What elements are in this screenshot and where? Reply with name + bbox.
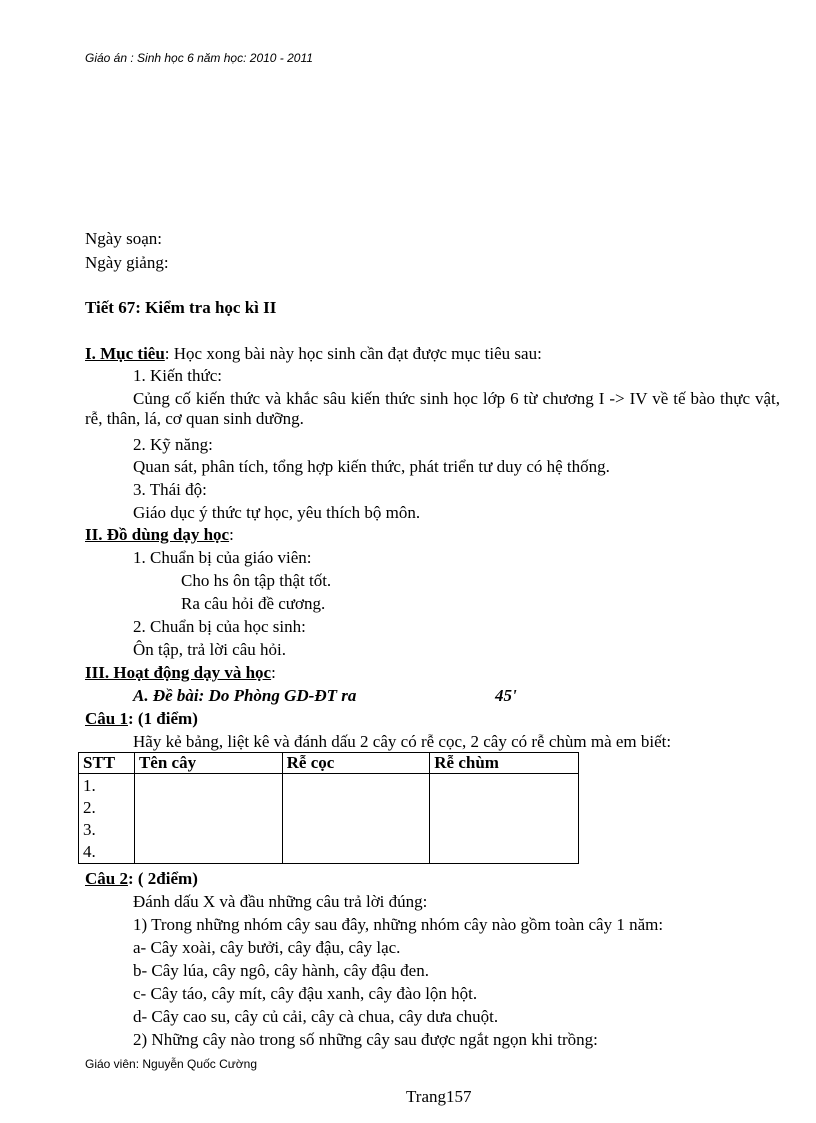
col-stt: STT — [79, 753, 135, 774]
re-chum-cell — [430, 774, 579, 864]
question-1-option-b: b- Cây lúa, cây ngô, cây hành, cây đậu đen. — [133, 961, 429, 980]
row-number: 4. — [83, 842, 96, 861]
question-1-option-c: c- Cây táo, cây mít, cây đậu xanh, cây đào lộn hột. — [133, 984, 478, 1003]
row-number: 3. — [83, 820, 96, 839]
de-bai: A. Đề bài: Do Phòng GD-ĐT ra — [133, 686, 357, 705]
row-number: 1. — [83, 776, 96, 795]
cau-1-rest: : (1 điểm) — [127, 709, 198, 728]
cau-2-heading — [85, 869, 198, 889]
cau-2-label: Câu 2 — [85, 869, 128, 888]
cau-2-rest: : ( 2điểm) — [127, 869, 198, 888]
section-3-label: III. Hoạt động dạy và học — [85, 663, 272, 682]
row-numbers — [79, 774, 135, 864]
kien-thuc-text: Củng cố kiến thức và khắc sâu kiến thức sinh học lớp 6 từ chương I -> IV về tế bào thực vật, rễ, thân, lá, cơ quan sinh dưỡng. — [85, 389, 780, 428]
cau-1-text: Hãy kẻ bảng, liệt kê và đánh dấu 2 cây có rễ cọc, 2 cây có rễ chùm mà em biết: — [133, 732, 672, 751]
cb-gv-item-2: Ra câu hỏi đề cương. — [181, 594, 326, 613]
question-1: 1) Trong những nhóm cây sau đây, những nhóm cây nào gồm toàn cây 1 năm: — [133, 915, 664, 934]
ngay-soan: Ngày soạn: — [85, 229, 162, 248]
cau-2-text: Đánh dấu X và đầu những câu trả lời đúng: — [133, 892, 428, 911]
question-1-option-a: a- Cây xoài, cây bưởi, cây đậu, cây lạc. — [133, 938, 401, 957]
lesson-title: Tiết 67: Kiểm tra học kì II — [85, 298, 277, 317]
table-header-row — [79, 753, 579, 774]
section-1-label: I. Mục tiêu — [85, 344, 165, 363]
re-coc-cell — [282, 774, 430, 864]
cb-gv-heading: 1. Chuẩn bị của giáo viên: — [133, 548, 312, 567]
section-1-heading — [85, 344, 542, 364]
table-body-row — [79, 774, 579, 864]
exam-time: 45' — [495, 686, 517, 705]
ngay-giang: Ngày giảng: — [85, 253, 169, 272]
cb-hs-heading: 2. Chuẩn bị của học sinh: — [133, 617, 306, 636]
ky-nang-heading: 2. Kỹ năng: — [133, 435, 213, 454]
row-number: 2. — [83, 798, 96, 817]
col-ten-cay: Tên cây — [134, 753, 282, 774]
cau-1-heading — [85, 709, 198, 729]
question-1-option-d: d- Cây cao su, cây củ cải, cây cà chua, cây dưa chuột. — [133, 1007, 499, 1026]
question-2: 2) Những cây nào trong số những cây sau được ngắt ngọn khi trồng: — [133, 1030, 598, 1049]
section-1-rest: : Học xong bài này học sinh cần đạt được mục tiêu sau: — [164, 344, 542, 363]
col-re-chum: Rễ chùm — [430, 753, 579, 774]
answer-table — [78, 752, 579, 864]
col-re-coc: Rễ cọc — [282, 753, 430, 774]
section-2-label: II. Đồ dùng dạy học — [85, 525, 230, 544]
section-3-heading — [85, 663, 276, 683]
cau-1-label: Câu 1 — [85, 709, 128, 728]
ten-cay-cell — [134, 774, 282, 864]
section-2-rest: : — [229, 525, 234, 544]
section-2-heading — [85, 525, 234, 545]
ky-nang-text: Quan sát, phân tích, tổng hợp kiến thức, phát triển tư duy có hệ thống. — [133, 457, 610, 476]
thai-do-text: Giáo dục ý thức tự học, yêu thích bộ môn. — [133, 503, 421, 522]
kien-thuc-heading: 1. Kiến thức: — [133, 366, 223, 385]
page-header: Giáo án : Sinh học 6 năm học: 2010 - 2011 — [85, 51, 313, 65]
page-number: Trang157 — [406, 1087, 472, 1106]
thai-do-heading: 3. Thái độ: — [133, 480, 207, 499]
section-3-rest: : — [271, 663, 276, 682]
cb-gv-item-1: Cho hs ôn tập thật tốt. — [181, 571, 332, 590]
cb-hs-item-1: Ôn tập, trả lời câu hỏi. — [133, 640, 286, 659]
page-footer: Giáo viên: Nguyễn Quốc Cường — [85, 1057, 257, 1071]
